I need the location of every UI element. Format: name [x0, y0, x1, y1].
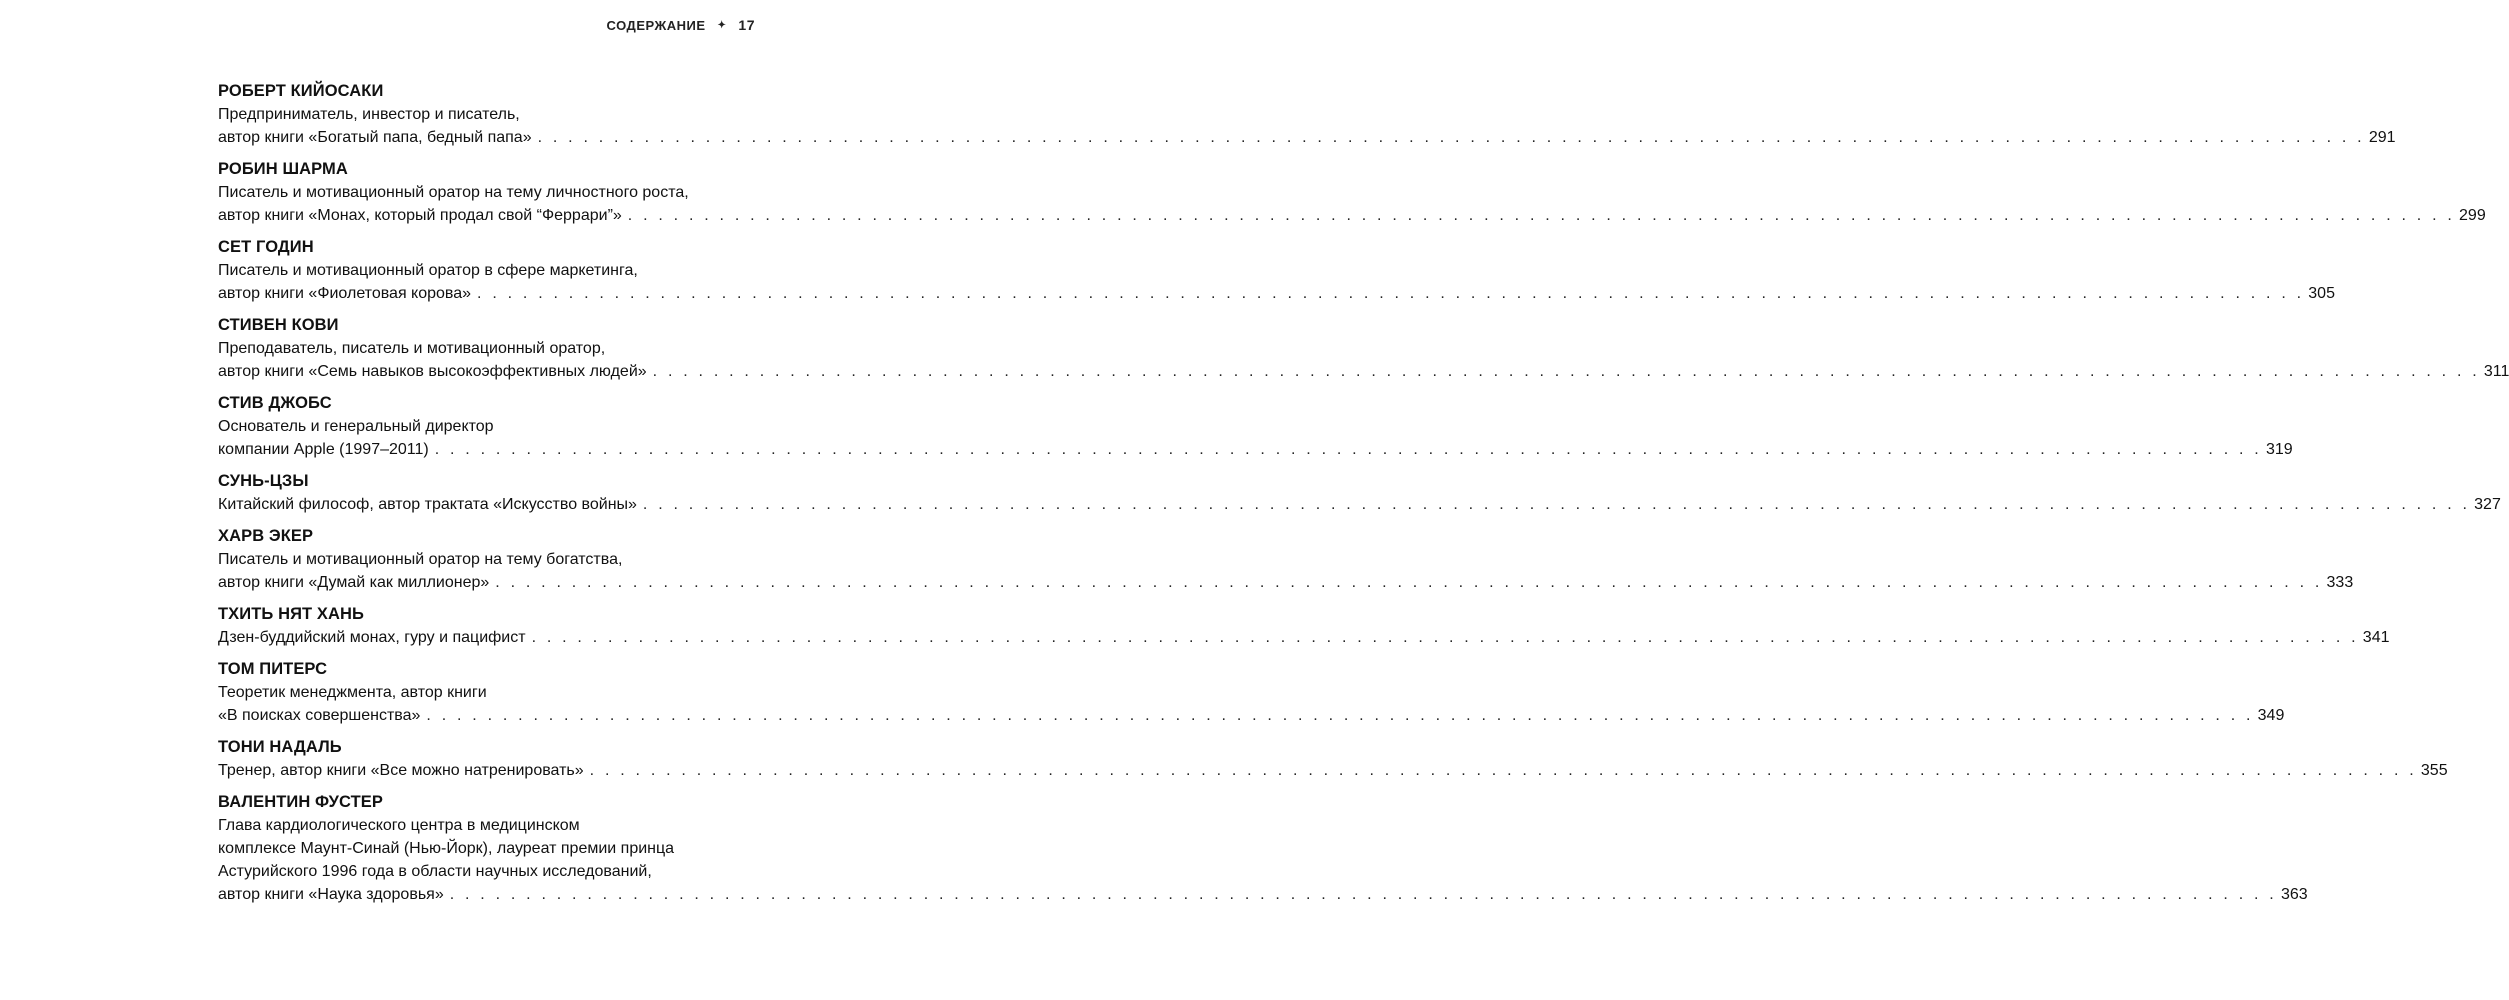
entry-spacer — [218, 727, 756, 736]
toc-entry-final-line — [218, 571, 2354, 594]
dot-leader: . . . . . . . . . . . . . . . . . . . . . . . . . . . . . . . . . . . . . . . . . . . . . . . . . . . . . . . . . . . . . . . . . . . . . . . . . . . . . . . . . . . . . . . . . . . . . . . . . . . . . . . . . . . . . . . . . . . . . . . . — [531, 629, 2359, 646]
toc-entry-description: комплексе Маунт-Синай (Нью-Йорк), лауреат премии принца — [218, 840, 675, 857]
entry-spacer — [218, 461, 756, 470]
toc-entry — [218, 603, 2390, 649]
toc-entry-final-line — [218, 704, 2285, 727]
toc-entry-page-number: 299 — [2459, 207, 2486, 224]
toc-entry-description: автор книги «Семь навыков высокоэффективных людей» — [218, 363, 647, 380]
toc-entry-name: СТИВ ДЖОБС — [218, 394, 332, 412]
toc-entry-description: Предприниматель, инвестор и писатель, — [218, 106, 520, 123]
toc-entry-final-line — [218, 626, 2390, 649]
toc-entry — [218, 791, 2308, 906]
toc-entry-description: автор книги «Монах, который продал свой “Феррари”» — [218, 207, 622, 224]
toc-entry-page-number: 291 — [2368, 129, 2396, 146]
toc-entry-name: ВАЛЕНТИН ФУСТЕР — [218, 793, 383, 811]
dot-leader: . . . . . . . . . . . . . . . . . . . . . . . . . . . . . . . . . . . . . . . . . . . . . . . . . . . . . . . . . . . . . . . . . . . . . . . . . . . . . . . . . . . . . . . . . . . . . . . . . . . . . . . . . . . . . . . . . . . . . . . . — [434, 441, 2262, 458]
toc-entry-description: автор книги «Фиолетовая корова» — [218, 285, 472, 302]
header-separator-icon: ✦ — [717, 19, 727, 31]
toc-entry — [218, 80, 2396, 149]
dot-leader: . . . . . . . . . . . . . . . . . . . . . . . . . . . . . . . . . . . . . . . . . . . . . . . . . . . . . . . . . . . . . . . . . . . . . . . . . . . . . . . . . . . . . . . . . . . . . . . . . . . . . . . . . . . . . . . . . . . . . . . . — [642, 496, 2471, 513]
toc-entry-final-line — [218, 282, 2335, 305]
toc-entry-final-line — [218, 438, 2293, 461]
toc-entry-final-line — [218, 204, 2486, 227]
dot-leader: . . . . . . . . . . . . . . . . . . . . . . . . . . . . . . . . . . . . . . . . . . . . . . . . . . . . . . . . . . . . . . . . . . . . . . . . . . . . . . . . . . . . . . . . . . . . . . . . . . . . . . . . . . . . . . . . . . . . . . . . — [495, 574, 2323, 591]
toc-entry-final-line — [218, 883, 2308, 906]
dot-leader: . . . . . . . . . . . . . . . . . . . . . . . . . . . . . . . . . . . . . . . . . . . . . . . . . . . . . . . . . . . . . . . . . . . . . . . . . . . . . . . . . . . . . . . . . . . . . . . . . . . . . . . . . . . . . . . . . . . . . . . . — [449, 886, 2277, 903]
toc-entry-page-number: 311 — [2483, 363, 2509, 380]
toc-entry-description: Преподаватель, писатель и мотивационный оратор, — [218, 340, 606, 357]
toc-entry-final-line — [218, 759, 2448, 782]
toc-entry — [218, 392, 2293, 461]
toc-entry-description: Китайский философ, автор трактата «Искусство войны» — [218, 496, 637, 513]
toc-entry-description: автор книги «Наука здоровья» — [218, 886, 444, 903]
toc-entry-description: Астурийского 1996 года в области научных исследований, — [218, 863, 652, 880]
toc-entry-name: ТОМ ПИТЕРС — [218, 660, 328, 678]
header-section-title: СОДЕРЖАНИЕ — [606, 17, 706, 33]
toc-entry-name: ТОНИ НАДАЛЬ — [218, 738, 342, 756]
toc-entry-description: компании Apple (1997–2011) — [218, 441, 429, 458]
table-of-contents — [218, 80, 2509, 906]
entry-spacer — [218, 149, 756, 158]
entry-spacer — [218, 782, 756, 791]
toc-entry-description: Основатель и генеральный директор — [218, 418, 494, 435]
running-header — [600, 14, 755, 36]
toc-entry-page-number: 305 — [2308, 285, 2335, 302]
toc-entry-description: Дзен-буддийский монах, гуру и пацифист — [218, 629, 526, 646]
toc-entry-description: Теоретик менеджмента, автор книги — [218, 684, 487, 701]
toc-entry-description: Тренер, автор книги «Все можно натренировать» — [218, 762, 584, 779]
toc-entry-description: автор книги «Думай как миллионер» — [218, 574, 490, 591]
toc-entry-name: СУНЬ-ЦЗЫ — [218, 472, 309, 490]
entry-spacer — [218, 305, 756, 314]
dot-leader: . . . . . . . . . . . . . . . . . . . . . . . . . . . . . . . . . . . . . . . . . . . . . . . . . . . . . . . . . . . . . . . . . . . . . . . . . . . . . . . . . . . . . . . . . . . . . . . . . . . . . . . . . . . . . . . . . . . . . . . . — [652, 363, 2480, 380]
toc-entry — [218, 470, 2501, 516]
entry-spacer — [218, 594, 756, 603]
entry-spacer — [218, 649, 756, 658]
toc-entry — [218, 314, 2509, 383]
toc-entry — [218, 658, 2285, 727]
dot-leader: . . . . . . . . . . . . . . . . . . . . . . . . . . . . . . . . . . . . . . . . . . . . . . . . . . . . . . . . . . . . . . . . . . . . . . . . . . . . . . . . . . . . . . . . . . . . . . . . . . . . . . . . . . . . . . . . . . . . . . . . — [537, 129, 2365, 146]
toc-entry — [218, 158, 2486, 227]
toc-entry-name: СТИВЕН КОВИ — [218, 316, 339, 334]
toc-entry-final-line — [218, 360, 2509, 383]
toc-entry-description: автор книги «Богатый папа, бедный папа» — [218, 129, 532, 146]
toc-entry-description: «В поисках совершенства» — [218, 707, 421, 724]
entry-spacer — [218, 516, 756, 525]
toc-entry — [218, 525, 2354, 594]
header-page-number: 17 — [738, 17, 755, 33]
toc-entry — [218, 236, 2335, 305]
dot-leader: . . . . . . . . . . . . . . . . . . . . . . . . . . . . . . . . . . . . . . . . . . . . . . . . . . . . . . . . . . . . . . . . . . . . . . . . . . . . . . . . . . . . . . . . . . . . . . . . . . . . . . . . . . . . . . . . . . . . . . . . — [589, 762, 2417, 779]
toc-entry-description: Писатель и мотивационный оратор на тему личностного роста, — [218, 184, 689, 201]
toc-entry-page-number: 363 — [2280, 886, 2308, 903]
toc-entry-name: ТХИТЬ НЯТ ХАНЬ — [218, 605, 365, 623]
toc-entry-description: Писатель и мотивационный оратор на тему богатства, — [218, 551, 623, 568]
entry-spacer — [218, 383, 756, 392]
toc-entry-final-line — [218, 126, 2396, 149]
toc-entry-final-line — [218, 493, 2501, 516]
dot-leader: . . . . . . . . . . . . . . . . . . . . . . . . . . . . . . . . . . . . . . . . . . . . . . . . . . . . . . . . . . . . . . . . . . . . . . . . . . . . . . . . . . . . . . . . . . . . . . . . . . . . . . . . . . . . . . . . . . . . . . . . — [627, 207, 2456, 224]
toc-entry-page-number: 319 — [2265, 441, 2293, 458]
dot-leader: . . . . . . . . . . . . . . . . . . . . . . . . . . . . . . . . . . . . . . . . . . . . . . . . . . . . . . . . . . . . . . . . . . . . . . . . . . . . . . . . . . . . . . . . . . . . . . . . . . . . . . . . . . . . . . . . . . . . . . . . — [477, 285, 2305, 302]
toc-entry-page-number: 341 — [2362, 629, 2390, 646]
toc-entry-page-number: 327 — [2474, 496, 2501, 513]
toc-entry-description: Глава кардиологического центра в медицинском — [218, 817, 580, 834]
toc-entry-name: РОБЕРТ КИЙОСАКИ — [218, 82, 384, 100]
toc-entry-page-number: 349 — [2257, 707, 2285, 724]
dot-leader: . . . . . . . . . . . . . . . . . . . . . . . . . . . . . . . . . . . . . . . . . . . . . . . . . . . . . . . . . . . . . . . . . . . . . . . . . . . . . . . . . . . . . . . . . . . . . . . . . . . . . . . . . . . . . . . . . . . . . . . . — [426, 707, 2254, 724]
toc-entry-name: СЕТ ГОДИН — [218, 238, 314, 256]
toc-entry-name: ХАРВ ЭКЕР — [218, 527, 314, 545]
toc-entry-page-number: 355 — [2420, 762, 2448, 779]
toc-entry — [218, 736, 2448, 782]
toc-entry-page-number: 333 — [2326, 574, 2354, 591]
toc-entry-description: Писатель и мотивационный оратор в сфере маркетинга, — [218, 262, 638, 279]
toc-entry-name: РОБИН ШАРМА — [218, 160, 348, 178]
entry-spacer — [218, 227, 756, 236]
